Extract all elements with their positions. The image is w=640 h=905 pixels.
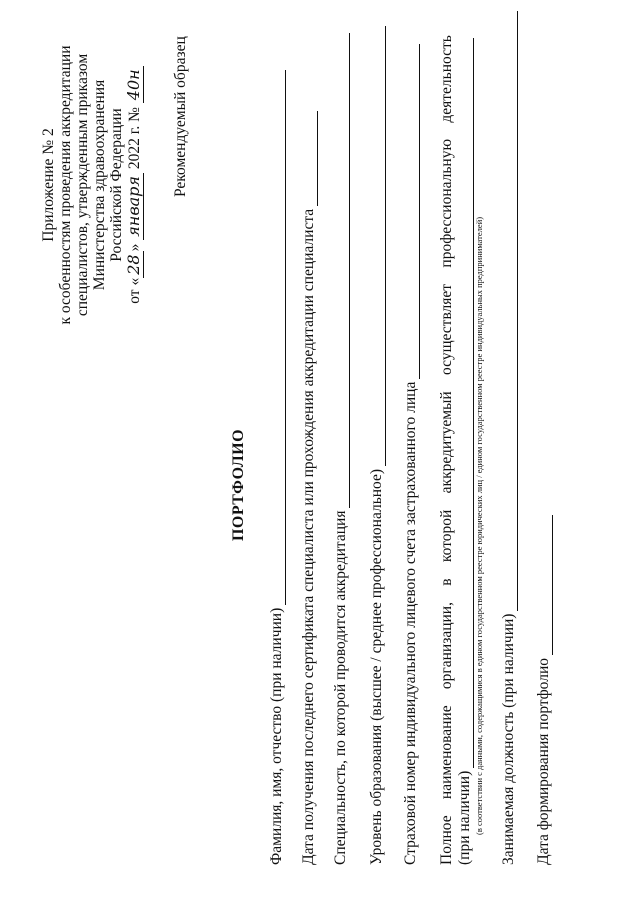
order-reference — [125, 35, 143, 335]
education-field — [368, 26, 386, 865]
order-ot-prefix: от « — [126, 277, 143, 304]
fio-label: Фамилия, имя, отчество (при наличии) — [268, 607, 285, 865]
education-input-line[interactable] — [371, 26, 386, 466]
specialty-input-line[interactable] — [335, 33, 350, 508]
order-year: 2022 г. № — [126, 107, 143, 170]
appendix-header — [40, 35, 143, 335]
snils-field — [402, 44, 420, 865]
document-title: ПОРТФОЛИО — [230, 428, 247, 542]
organization-input-row — [456, 35, 474, 865]
org-word: Полное — [438, 815, 455, 865]
appendix-line-2: к особенностям проведения аккредитации — [57, 45, 74, 325]
cert-date-input-line[interactable] — [303, 111, 318, 206]
specialty-field — [332, 33, 350, 865]
appendix-number: Приложение № 2 — [40, 128, 57, 242]
appendix-line-3: специалистов, утвержденным приказом — [74, 53, 91, 317]
appendix-line-5: Российской Федерации — [108, 108, 125, 262]
org-word: в — [438, 578, 455, 586]
order-day: 28 — [124, 251, 144, 277]
order-month: января — [124, 173, 144, 240]
org-word: организации, — [438, 602, 455, 690]
org-optional-label: (при наличии) — [456, 770, 473, 865]
specialty-label: Специальность, по которой проводится аккредитация — [332, 510, 349, 865]
organization-input-line[interactable] — [459, 38, 474, 768]
order-number: 40н — [124, 66, 144, 103]
organization-label-line — [438, 35, 456, 865]
snils-input-line[interactable] — [405, 44, 420, 379]
org-word: аккредитуемый — [438, 391, 455, 494]
formation-date-field — [535, 515, 553, 865]
education-label: Уровень образования (высшее / среднее профессиональное) — [368, 468, 385, 865]
fio-field — [268, 70, 286, 865]
position-field — [500, 11, 518, 865]
org-word: профессиональную — [438, 138, 455, 268]
organization-footnote: (в соответствии с данными, содержащимися в едином государственном реестре юридических лиц / едином государственном реестре индивидуальных предпринимателей) — [474, 216, 484, 835]
organization-field — [438, 35, 484, 865]
position-input-line[interactable] — [503, 11, 518, 611]
org-word: осуществляет — [438, 283, 455, 375]
cert-date-label: Дата получения последнего сертификата специалиста или прохождения аккредитации специалиста — [300, 208, 317, 865]
order-day-close: » — [126, 243, 143, 252]
formation-date-label: Дата формирования портфолио — [535, 657, 552, 865]
recommended-sample-label: Рекомендуемый образец — [172, 36, 189, 197]
fio-input-line[interactable] — [271, 70, 286, 605]
cert-date-field — [300, 111, 318, 865]
position-label: Занимаемая должность (при наличии) — [500, 613, 517, 865]
formation-date-input-line[interactable] — [538, 515, 553, 655]
appendix-line-4: Министерства здравоохранения — [91, 79, 108, 291]
org-word: деятельность — [438, 35, 455, 123]
org-word: наименование — [438, 705, 455, 800]
org-word: которой — [438, 509, 455, 563]
snils-label: Страховой номер индивидуального лицевого счета застрахованного лица — [402, 381, 419, 865]
